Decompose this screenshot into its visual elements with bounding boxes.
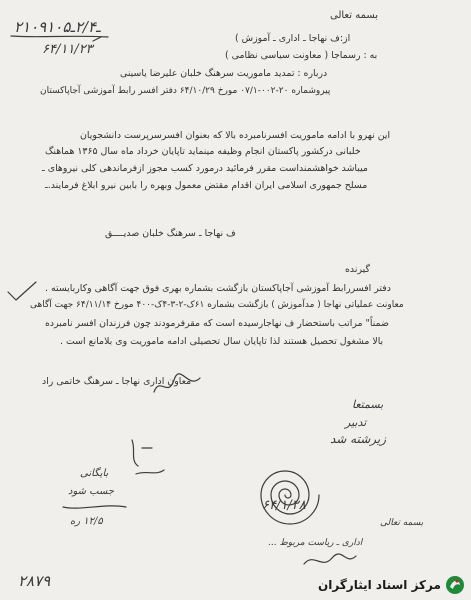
handwritten-underline-marks [8,14,118,44]
reference-line: پیروشماره ۲۰-۰۰۲-۰۷/۱ مورخ ۶۴/۱۰/۲۹ دفتر افسر رابط آموزشی آجاپاکستان [40,86,331,96]
archive-logo-icon [445,575,465,595]
handwritten-underline [60,495,130,515]
page-number: ۲۸۷۹ [18,572,51,590]
handwritten-archive-line-2: جسب شود [68,486,115,497]
archive-name: مرکز اسناد ایثارگران [318,578,441,592]
recipient-line-1: دفتر افسررابط آموزشی آجاپاکستان بازگشت بشماره بهری فوق جهت آگاهی وکاربایسته . [45,283,391,294]
check-mark-icon [2,278,42,318]
recipients-heading: گیرنده [345,264,370,275]
handwritten-bottom-line-2: اداری ـ ریاست مربوط ... [268,538,363,548]
body-line-4: مسلح جمهوری اسلامی ایران اقدام مقتض معمول وبهره را بابین نیرو ابلاغ فرمایند.ـ [45,180,368,191]
signature-scribble [150,370,210,400]
body-line-1: این نهرو با ادامه ماموریت افسرنامبرده بالا که بعنوان افسرسرپرست دانشجویان [80,130,391,141]
handwritten-letter-number: ۲۱۰۹ـ۲/۴ـ۱۰۵ [14,18,101,36]
from-line: از:ف نهاجا ـ اداری ـ آموزش ) [235,33,351,44]
handwritten-note-line-2: تدبیر [345,416,367,429]
handwritten-archive-line-1: بایگانی [80,468,109,479]
handwritten-letter-date: ۶۴/۱۱/۲۳ [42,42,93,57]
basmala: بسمه تعالی [330,10,379,21]
recipient-line-3: ضمناً" مراتب باستحضار ف نهاجارسیده است که مقرفرمودند چون فرزندان افسر نامبرده [45,318,389,329]
recipients-signature: معاون اداری نهاجا ـ سرهنگ خاتمی راد [42,376,192,387]
handwritten-note-line-1: بسمتعا [352,398,384,411]
to-line: به : رسماجا ( معاونت سیاسی نظامی ) [225,50,378,61]
recipient-line-4: بالا مشغول تحصیل هستند لذا تاپایان سال تحصیلی ادامه ماموریت وی بلامانع است . [60,336,384,347]
handwritten-bottom-scribble [300,550,360,572]
recipient-line-2: معاونت عملیاتی نهاجا ( مدآموزش ) بازگشت بشماره ۶۱ک-۲-۳-۴ک-۴۰۰ مورخ ۶۴/۱۱/۱۴ جهت آگاهی [30,300,404,310]
handwritten-bottom-line-1: بسمه تعالی [380,518,424,528]
body-line-3: میباشد خواهشمنداست مقرر فرمائید درمورد کسب مجوز ازفرماندهی کلی نیروهای ـ [42,163,368,174]
handwritten-middle-date: ۶۴/۱/۲۸ [262,498,306,513]
spiral-scribble [248,455,328,535]
handwritten-archive-line-3: ۱۲/۵ ره [70,516,103,527]
body-signature: ف نهاجا ـ سرهنگ خلبان صدیــــق [105,228,236,239]
body-line-2: خلبانی درکشور پاکستان انجام وظیفه مینماید تاپایان خرداد ماه سال ۱۳۶۵ هماهنگ [45,146,361,157]
subject-line: درباره : تمدید ماموریت سرهنگ خلبان علیرضا یاسینی [120,68,328,79]
handwritten-initial-mark [120,430,180,490]
handwritten-note-line-3: زیرشته شد [330,432,387,446]
